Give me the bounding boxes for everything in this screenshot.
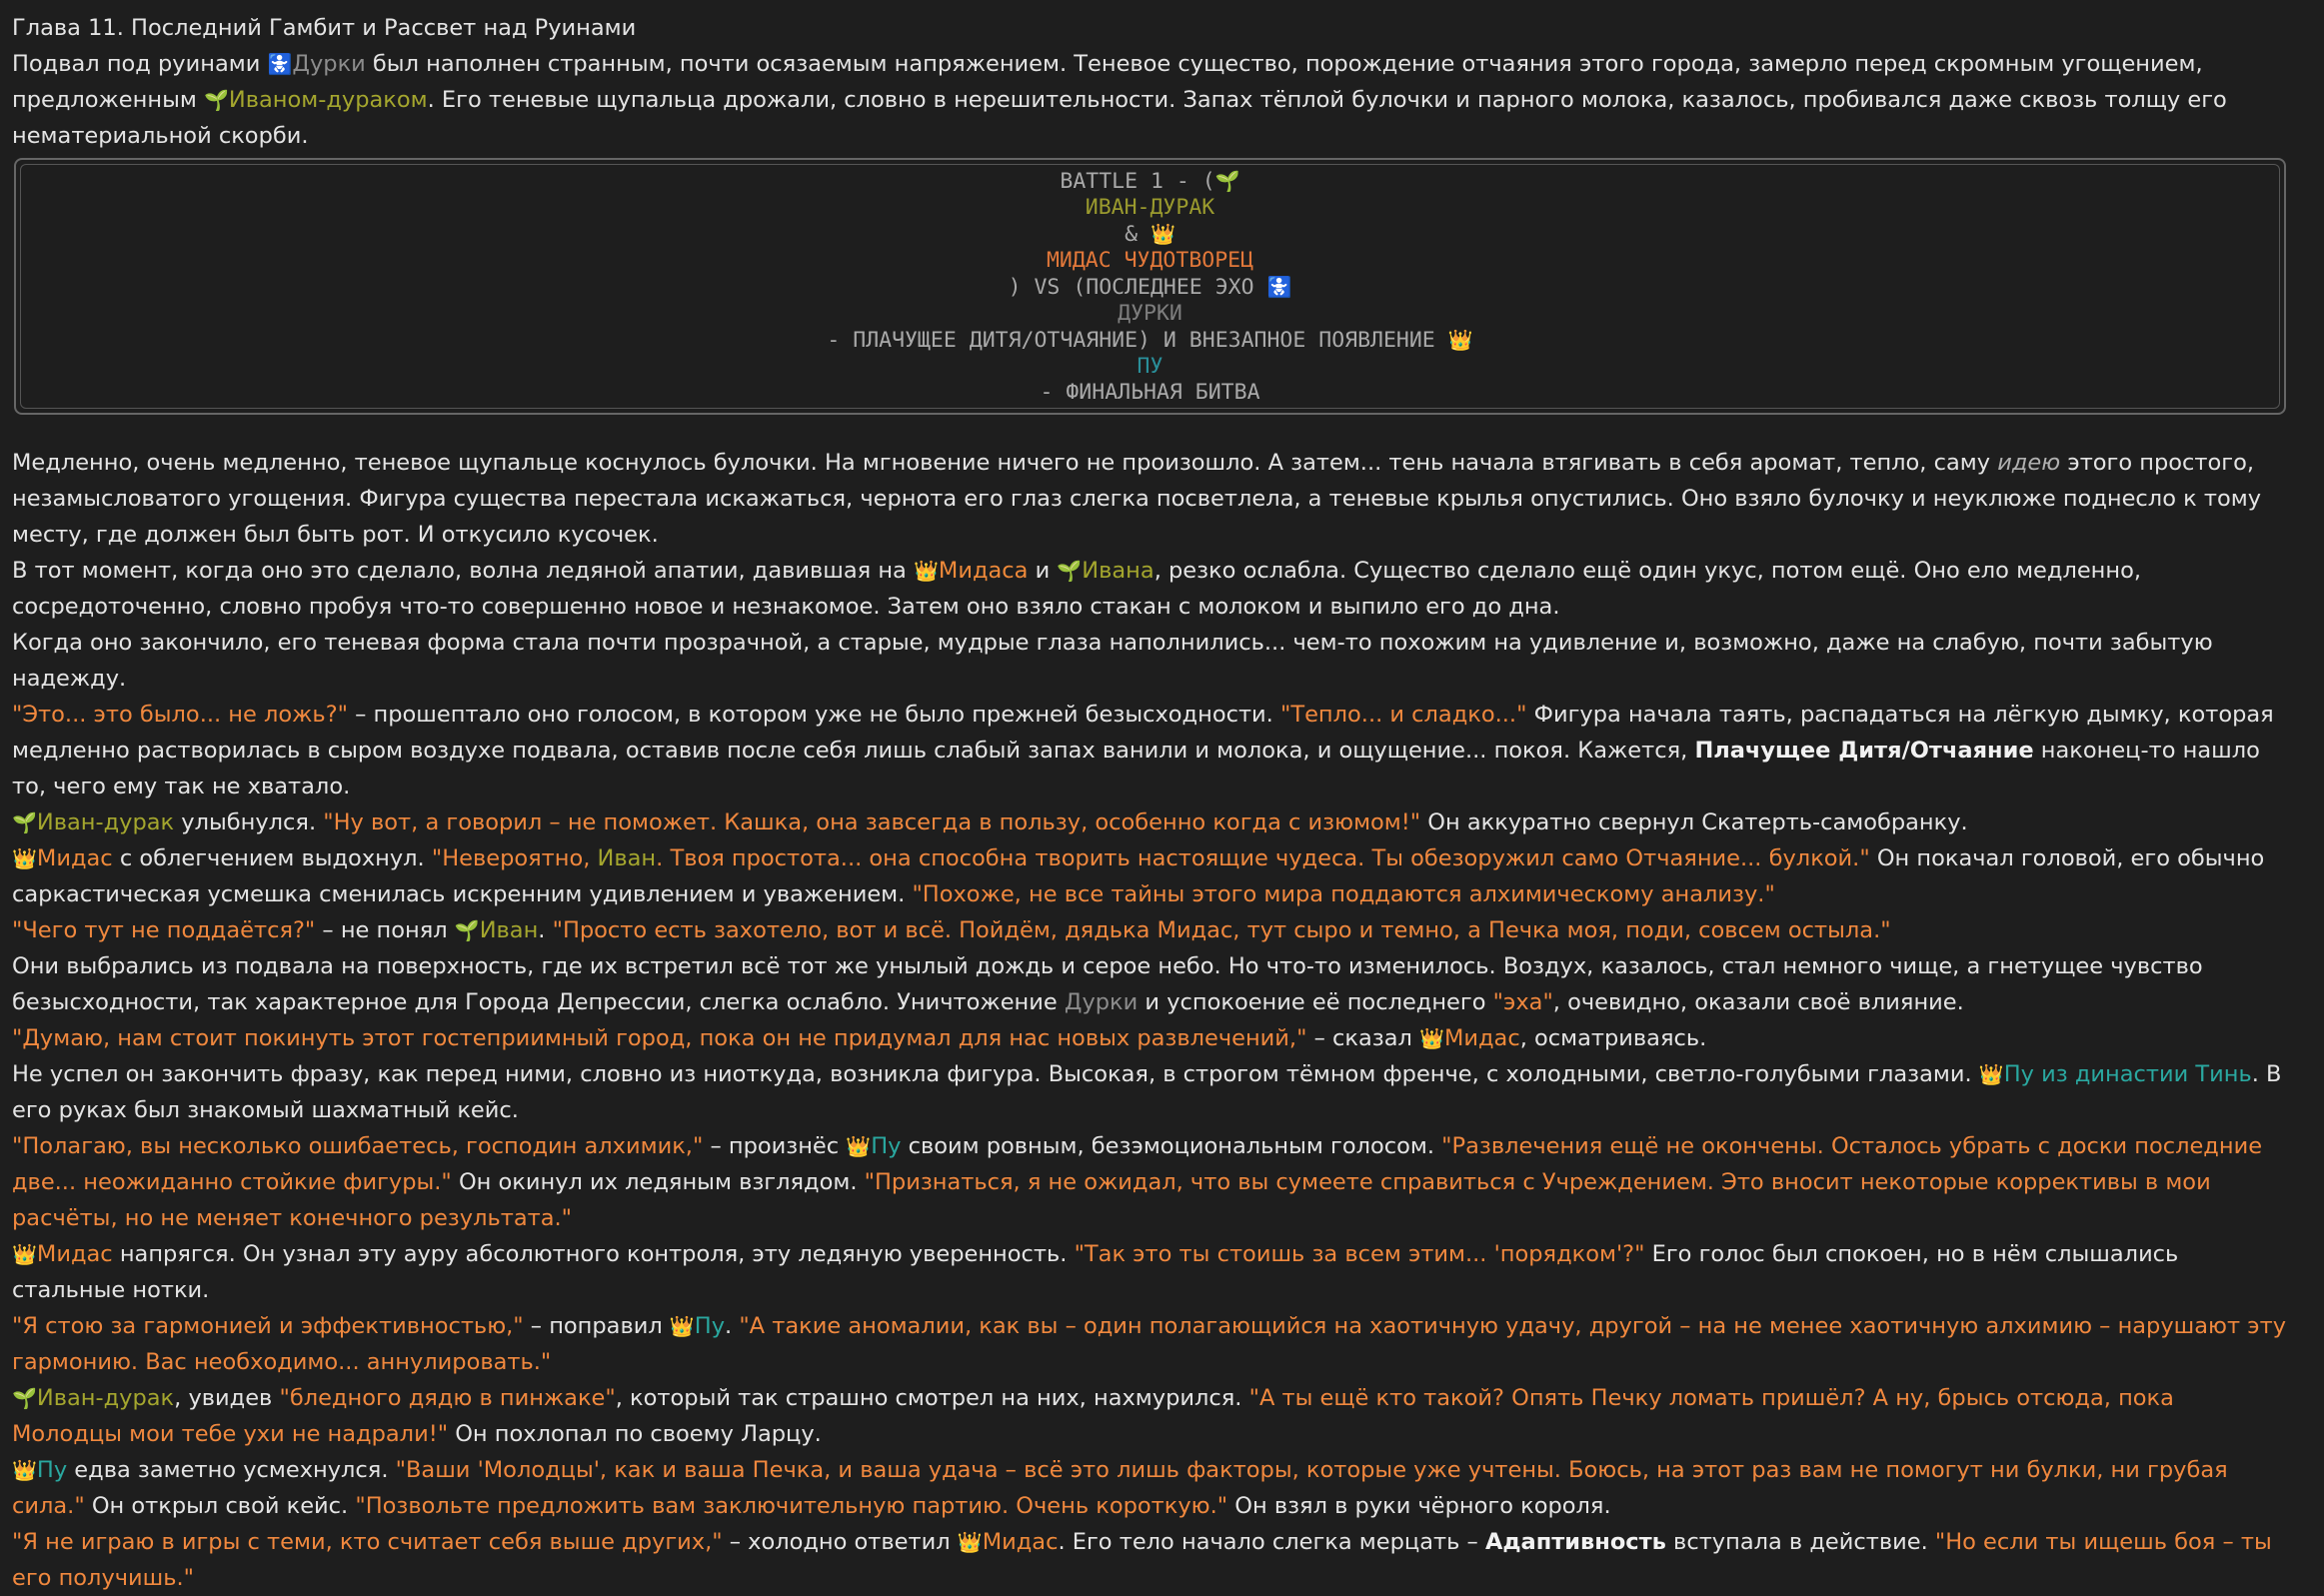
paragraph: "Полагаю, вы несколько ошибаетесь, господин алхимик," – произнёс 👑Пу своим ровным, безэмоциональным голосом. "Развлечения ещё не окончены. Осталось убрать с доски последние две... неожиданно стойкие фигуры." Он окинул их ледяным взглядом. "Признаться, я не ожидал, что вы сумеете справиться с Учреждением. Это вносит некоторые коррективы в мои расчёты, но не меняет конечного результата." <box>12 1133 2263 1231</box>
paragraph: Медленно, очень медленно, теневое щупальце коснулось булочки. На мгновение ничего не произошло. А затем... тень начала втягивать в себя аромат, тепло, саму идею этого простого, незамысловатого угощения. Фигура существа перестала искажаться, чернота его глаз слегка посветлела, а теневые крылья опустились. Оно взяло булочку и неуклюже поднесло к тому месту, где должен был быть рот. И откусило кусочек. <box>12 450 2262 548</box>
paragraph: 👑Мидас напрягся. Он узнал эту ауру абсолютного контроля, эту ледяную уверенность. "Так это ты стоишь за всем этим... 'порядком'?" Его голос был спокоен, но в нём слышались стальные нотки. <box>12 1241 2179 1303</box>
quote: "Невероятно, <box>431 845 598 871</box>
crown-icon: 👑 <box>12 846 37 870</box>
sprout-icon: 🌱 <box>1057 559 1083 583</box>
quote: "Полагаю, вы несколько ошибаетесь, господин алхимик," <box>12 1133 704 1159</box>
quote: "Так это ты стоишь за всем этим... 'порядком'?" <box>1074 1241 1645 1267</box>
name-ivan: Иван-дурак <box>36 809 175 835</box>
name-midas: Мидаса <box>938 558 1029 584</box>
quote: "Чего тут не поддаётся?" <box>12 917 316 943</box>
quote: "Я стою за гармонией и эффективностью," <box>12 1313 524 1339</box>
name-midas: Мидас <box>36 845 113 871</box>
quote: "Похоже, не все тайны этого мира поддаются алхимическому анализу." <box>912 881 1775 907</box>
quote: "Ну вот, а говорил – не поможет. Кашка, она завсегда в пользу, особенно когда с изюмом!" <box>323 809 1421 835</box>
quote: "Я не играю в игры с теми, кто считает себя выше других," <box>12 1529 723 1555</box>
crown-icon: 👑 <box>914 559 939 583</box>
name-ivan: Иван-дурак <box>36 1385 175 1411</box>
name-ivan: Иван <box>597 845 657 871</box>
battle-midas: МИДАС ЧУДОТВОРЕЦ <box>1046 248 1254 273</box>
paragraph: 👑Пу едва заметно усмехнулся. "Ваши 'Молодцы', как и ваша Печка, и ваша удача – всё это лишь факторы, которые уже учтены. Боюсь, на этот раз вам не помогут ни булки, ни грубая сила." Он открыл свой кейс. "Позвольте предложить вам заключительную партию. Очень короткую." Он взял в руки чёрного короля. <box>12 1457 2228 1519</box>
sprout-icon: 🌱 <box>12 1386 37 1410</box>
name-ivan: Иван <box>479 917 539 943</box>
crown-icon: 👑 <box>669 1314 695 1338</box>
name-midas: Мидас <box>982 1529 1059 1555</box>
sprout-icon: 🌱 <box>203 88 229 112</box>
crown-icon: 👑 <box>1447 328 1473 352</box>
quote: "Но если ты ищешь боя – ты его получишь." <box>12 1529 2272 1591</box>
sprout-icon: 🌱 <box>12 810 37 834</box>
chapter-title: Глава 11. Последний Гамбит и Рассвет над Руинами <box>12 15 637 41</box>
name-pu: Пу <box>871 1133 902 1159</box>
crown-icon: 👑 <box>1151 222 1175 246</box>
battle-durki: ДУРКИ <box>1118 301 1182 326</box>
name-ivan: Ивана <box>1082 558 1155 584</box>
paragraph: В тот момент, когда оно это сделало, волна ледяной апатии, давившая на 👑Мидаса и 🌱Ивана, резко ослабла. Существо сделало ещё один укус, потом ещё. Оно ело медленно, сосредоточенно, словно пробуя что-то совершенно новое и незнакомое. Затем оно взяло стакан с молоком и выпило его до дна. <box>12 558 2142 620</box>
paragraph: 👑Мидас с облегчением выдохнул. "Невероятно, Иван. Твоя простота... она способна творить настоящие чудеса. Ты обезоружил само Отчаяние... булкой." Он покачал головой, его обычно саркастическая усмешка сменилась искренним удивлением и уважением. "Похоже, не все тайны этого мира поддаются алхимическому анализу." <box>12 845 2265 907</box>
quote: "Развлечения ещё не окончены. Осталось убрать с доски последние две... неожиданно стойкие фигуры." <box>12 1133 2263 1195</box>
quote: "Тепло... и сладко..." <box>1280 702 1527 728</box>
name-durki: Дурки <box>292 51 366 77</box>
name-pu: Пу из династии Тинь <box>2003 1061 2252 1087</box>
crown-icon: 👑 <box>957 1530 983 1554</box>
paragraph: Когда оно закончило, его теневая форма стала почти прозрачной, а старые, мудрые глаза наполнились... чем-то похожим на удивление и, возможно, даже на слабую, почти забытую надежду. <box>12 630 2213 692</box>
paragraph: "Я не играю в игры с теми, кто считает себя выше других," – холодно ответил 👑Мидас. Его тело начало слегка мерцать – Адаптивность вступала в действие. "Но если ты ищешь боя – ты его получишь." <box>12 1529 2272 1591</box>
paragraph: Не успел он закончить фразу, как перед ними, словно из ниоткуда, возникла фигура. Высокая, в строгом тёмном френче, с холодными, светло-голубыми глазами. 👑Пу из династии Тинь. В его руках был знакомый шахматный кейс. <box>12 1061 2282 1123</box>
battle-line: BATTLE 1 - (🌱 <box>1060 169 1240 194</box>
paragraph: 🌱Иван-дурак улыбнулся. "Ну вот, а говорил – не поможет. Кашка, она завсегда в пользу, особенно когда с изюмом!" Он аккуратно свернул Скатерть-самобранку. <box>12 809 1968 835</box>
quote: "А такие аномалии, как вы – один полагающийся на хаотичную удачу, другой – на не менее хаотичную алхимию – нарушают эту гармонию. Вас необходимо... аннулировать." <box>12 1313 2287 1375</box>
battle-line: & 👑 <box>1125 222 1175 247</box>
name-pu: Пу <box>694 1313 726 1339</box>
crown-icon: 👑 <box>1978 1062 2004 1086</box>
quote: "А ты ещё кто такой? Опять Печку ломать пришёл? А ну, брысь отсюда, пока Молодцы мои тебе ухи не надрали!" <box>12 1385 2174 1447</box>
battle-ivan: ИВАН-ДУРАК <box>1085 195 1215 220</box>
quote: "Позвольте предложить вам заключительную партию. Очень короткую." <box>355 1493 1228 1519</box>
paragraph: 🌱Иван-дурак, увидев "бледного дядю в пинжаке", который так страшно смотрел на них, нахмурился. "А ты ещё кто такой? Опять Печку ломать пришёл? А ну, брысь отсюда, пока Молодцы мои тебе ухи не надрали!" Он похлопал по своему Ларцу. <box>12 1385 2174 1447</box>
quote: "Думаю, нам стоит покинуть этот гостеприимный город, пока он не придумал для нас новых развлечений," <box>12 1025 1307 1051</box>
sprout-icon: 🌱 <box>1214 169 1240 193</box>
crown-icon: 👑 <box>12 1458 37 1482</box>
durki-icon: 🚼 <box>1266 275 1292 299</box>
name-pu: Пу <box>36 1457 68 1483</box>
quote: "Просто есть захотело, вот и всё. Пойдём, дядька Мидас, тут сыро и темно, а Печка моя, поди, совсем остыла." <box>552 917 1891 943</box>
name-durki: Дурки <box>1064 989 1139 1015</box>
paragraph: "Это... это было... не ложь?" – прошептало оно голосом, в котором уже не было прежней безысходности. "Тепло... и сладко..." Фигура начала таять, распадаться на лёгкую дымку, которая медленно растворилась в сыром воздухе подвала, оставив после себя лишь слабый запах ванили и молока, и ощущение... покоя. Кажется, Плачущее Дитя/Отчаяние наконец-то нашло то, чего ему так не хватало. <box>12 702 2274 799</box>
crown-icon: 👑 <box>12 1242 37 1266</box>
battle-code-block <box>14 158 2286 415</box>
name-midas: Мидас <box>36 1241 113 1267</box>
quote: "эха" <box>1492 989 1553 1015</box>
sprout-icon: 🌱 <box>454 918 480 942</box>
quote: "Признаться, я не ожидал, что вы сумеете справиться с Учреждением. Это вносит некоторые коррективы в мои расчёты, но не меняет конечного результата." <box>12 1169 2211 1231</box>
paragraph: Они выбрались из подвала на поверхность, где их встретил всё тот же унылый дождь и серое небо. Но что-то изменилось. Воздух, казалось, стал немного чище, а гнетущее чувство безысходности, так характерное для Города Депрессии, слегка ослабло. Уничтожение Дурки и успокоение её последнего "эха", очевидно, оказали своё влияние. <box>12 953 2203 1015</box>
quote: . Твоя простота... она способна творить настоящие чудеса. Ты обезоружил само Отчаяние... булкой." <box>656 845 1870 871</box>
paragraph: "Чего тут не поддаётся?" – не понял 🌱Иван. "Просто есть захотело, вот и всё. Пойдём, дядька Мидас, тут сыро и темно, а Печка моя, поди, совсем остыла." <box>12 917 1891 943</box>
quote: "бледного дядю в пинжаке" <box>279 1385 616 1411</box>
quote: "Это... это было... не ложь?" <box>12 702 348 728</box>
quote: "Ваши 'Молодцы', как и ваша Печка, и ваша удача – всё это лишь факторы, которые уже учтены. Боюсь, на этот раз вам не помогут ни булки, ни грубая сила." <box>12 1457 2228 1519</box>
paragraph: "Я стою за гармонией и эффективностью," – поправил 👑Пу. "А такие аномалии, как вы – один полагающийся на хаотичную удачу, другой – на не менее хаотичную алхимию – нарушают эту гармонию. Вас необходимо... аннулировать." <box>12 1313 2287 1375</box>
battle-line: - ПЛАЧУЩЕЕ ДИТЯ/ОТЧАЯНИЕ) И ВНЕЗАПНОЕ ПОЯВЛЕНИЕ 👑 <box>827 328 1473 353</box>
name-ivan: Иваном-дураком <box>228 87 428 113</box>
crown-icon: 👑 <box>846 1134 872 1158</box>
durki-icon: 🚼 <box>267 52 293 76</box>
battle-line: - ФИНАЛЬНАЯ БИТВА <box>1040 380 1260 405</box>
crown-icon: 👑 <box>1419 1026 1444 1050</box>
name-midas: Мидас <box>1443 1025 1520 1051</box>
battle-line: ) VS (ПОСЛЕДНЕЕ ЭХО 🚼 <box>1008 275 1292 300</box>
paragraph-intro: Подвал под руинами 🚼Дурки был наполнен странным, почти осязаемым напряжением. Теневое существо, порождение отчаяния этого города, замерло перед скромным угощением, предложенным 🌱Иваном-дураком. Его теневые щупальца дрожали, словно в нерешительности. Запах тёплой булочки и парного молока, казалось, пробивался даже сквозь толщу его нематериальной скорби. <box>12 51 2227 149</box>
paragraph: "Думаю, нам стоит покинуть этот гостеприимный город, пока он не придумал для нас новых развлечений," – сказал 👑Мидас, осматриваясь. <box>12 1025 1707 1051</box>
battle-pu: ПУ <box>1137 354 1163 379</box>
